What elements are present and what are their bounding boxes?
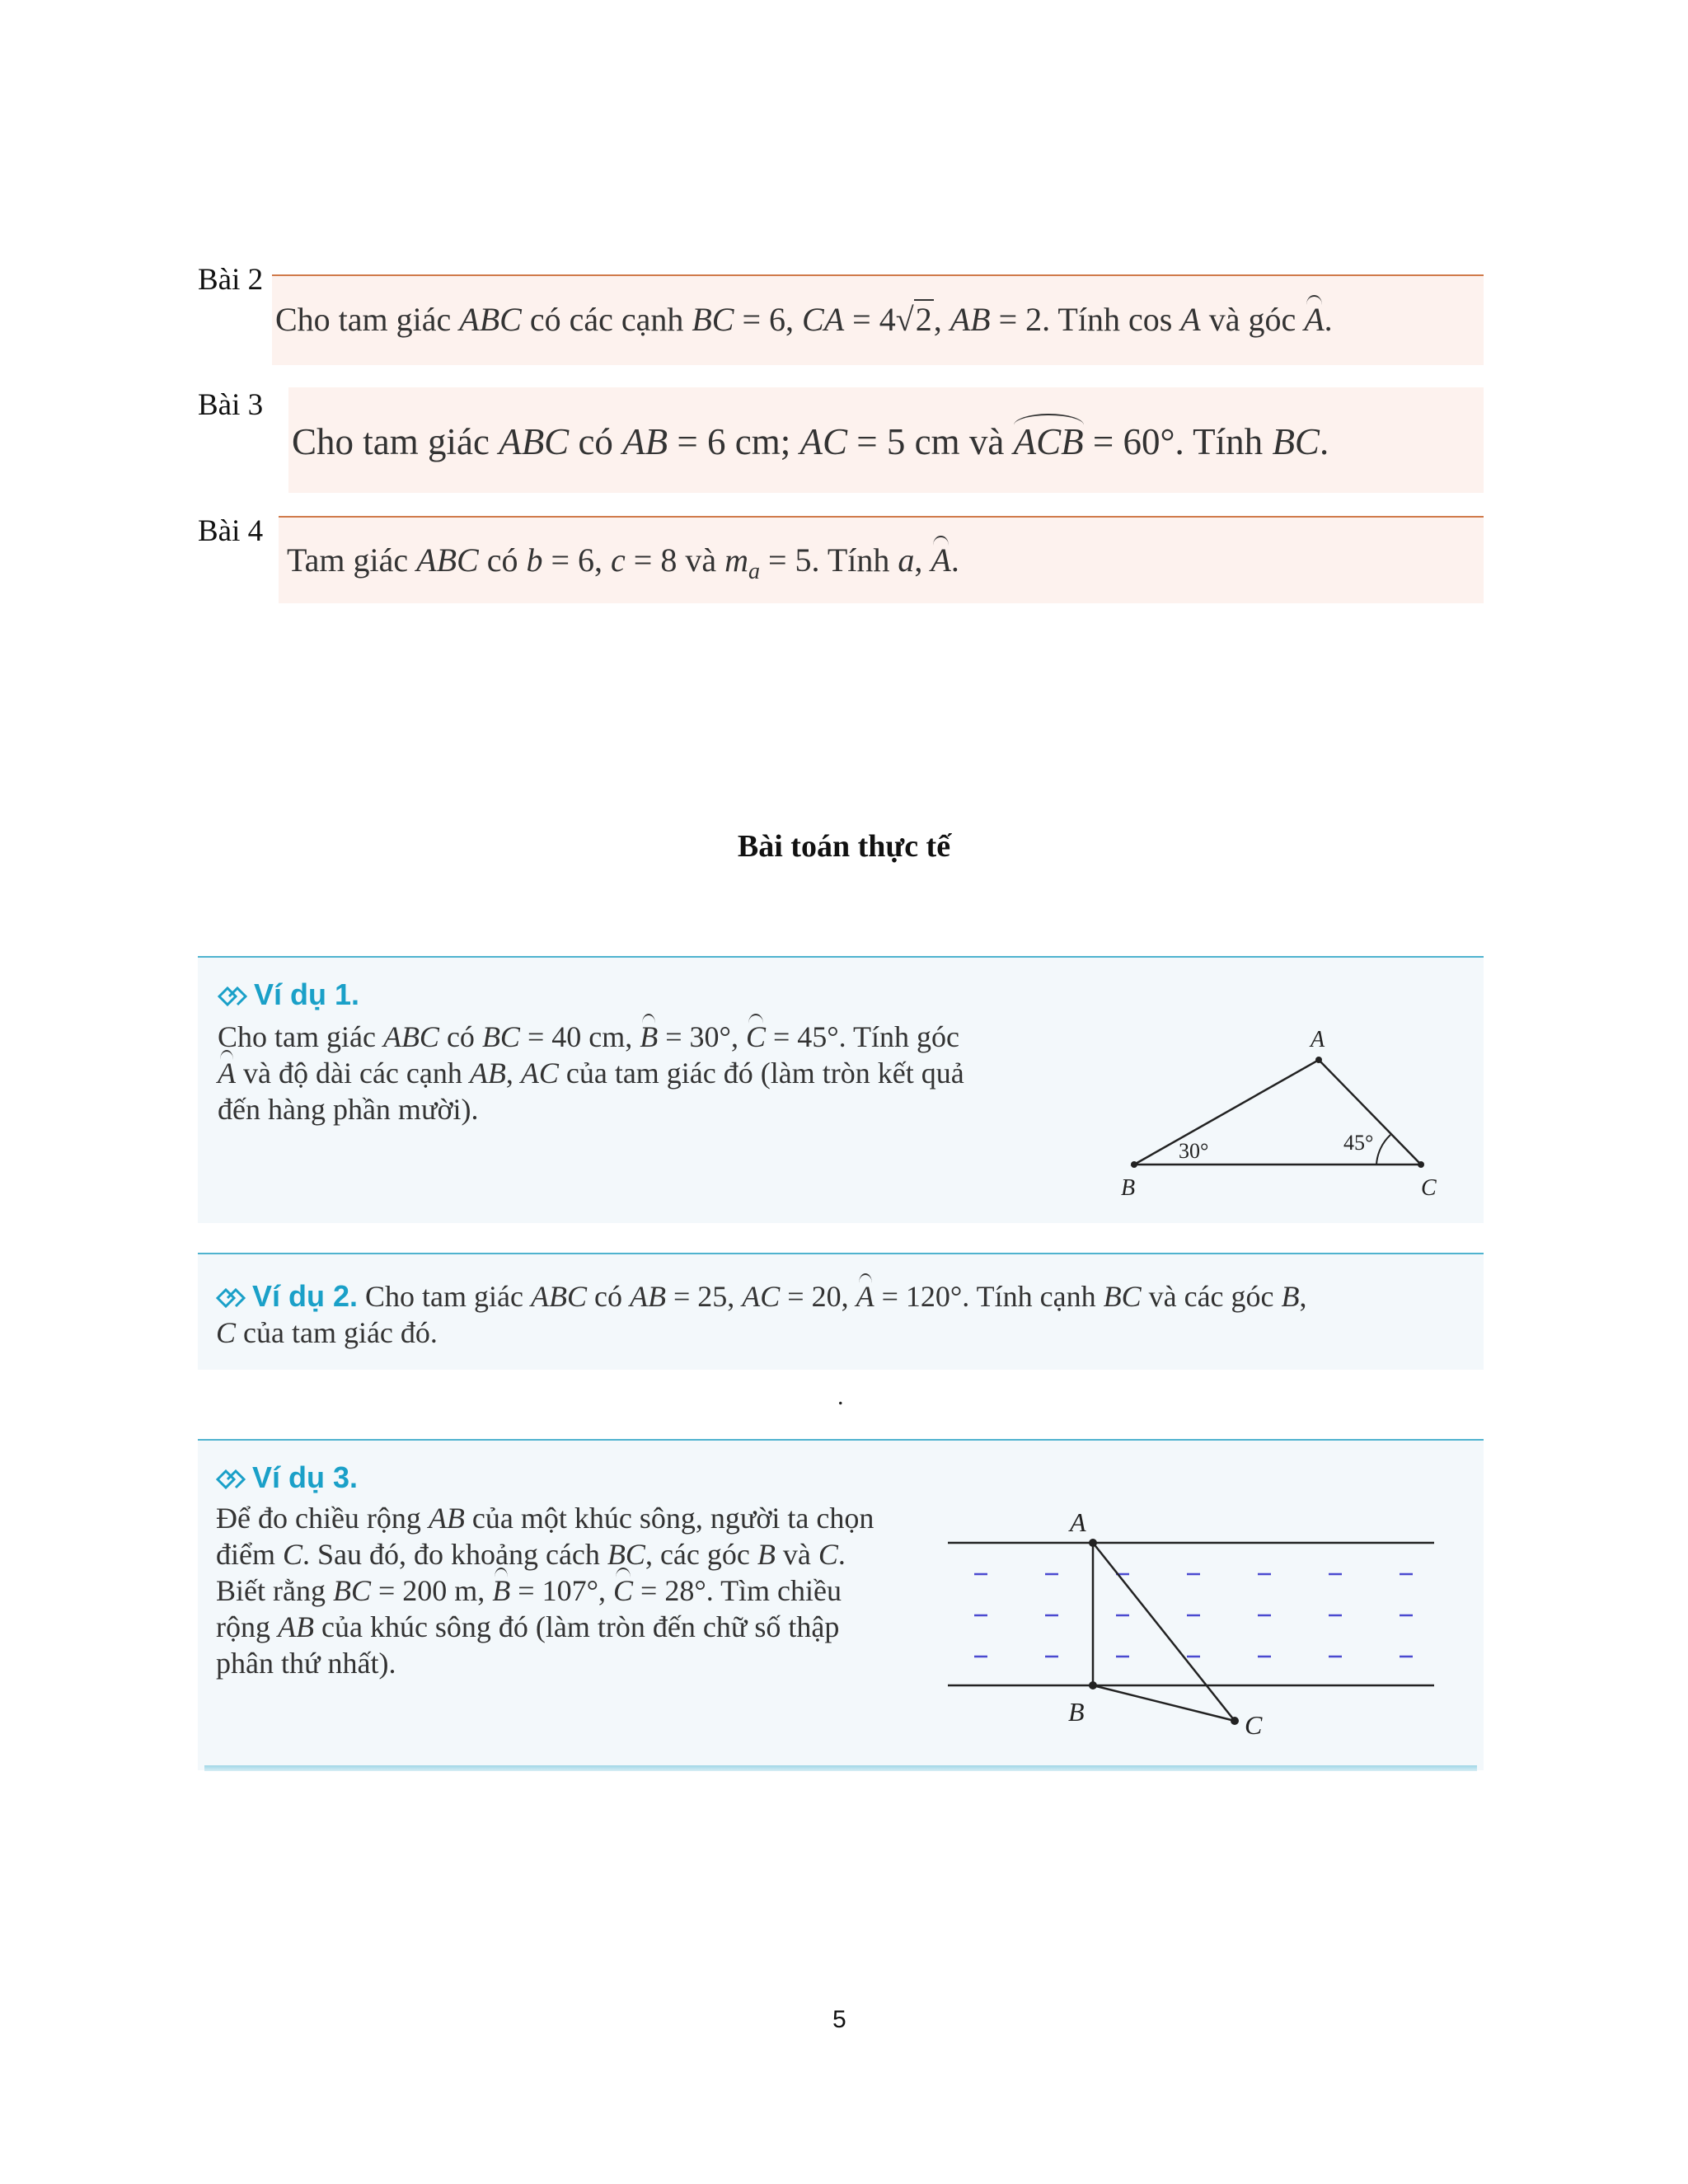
angle-c-arc: [1376, 1135, 1390, 1165]
problem-4-text: Tam giác ABC có b = 6, c = 8 và $m_a = 5$. Tính a, A.: [287, 541, 959, 584]
example-2-line-1: Ví dụ 2. Cho tam giác ABC có AB = 25, AC = 20, A = 120°. Tính cạnh BC và các góc B,: [216, 1278, 1307, 1315]
example-2-text: [216, 1278, 1307, 1351]
example-3-line-5: phân thứ nhất).: [216, 1647, 396, 1680]
point-c: [1231, 1717, 1239, 1725]
example-2-line-2: C của tam giác đó.: [216, 1316, 438, 1349]
double-diamond-icon: [216, 1286, 249, 1310]
river-water-dashes: [974, 1574, 1413, 1657]
example-3-line-3: Biết rằng BC = 200 m, B = 107°, C = 28°. Tìm chiều: [216, 1574, 842, 1607]
problem-2-label: Bài 2: [198, 263, 264, 297]
example-3-text: [216, 1500, 874, 1681]
double-diamond-icon: [216, 1468, 249, 1491]
example-1-text: [218, 1019, 964, 1127]
example-1-line-1: Cho tam giác ABC có BC = 40 cm, B = 30°, C = 45°. Tính góc: [218, 1020, 959, 1053]
label-c: C: [1245, 1710, 1263, 1740]
point-b: [1089, 1681, 1097, 1690]
separator-dot: .: [837, 1383, 844, 1410]
example-3-river-figure: [940, 1500, 1451, 1747]
label-a: A: [1311, 1027, 1325, 1052]
example-3-line-4: rộng AB của khúc sông đó (làm tròn đến chữ số thập: [216, 1610, 840, 1643]
example-1-triangle-figure: [1104, 1022, 1451, 1203]
example-1-line-2: A và độ dài các cạnh AB, AC của tam giác đó (làm tròn kết quả: [218, 1057, 964, 1090]
page-number: 5: [832, 2006, 846, 2033]
example-1-title: Ví dụ 1.: [218, 977, 359, 1012]
example-3-bottom-bar: [204, 1765, 1477, 1771]
example-3-line-1: Để đo chiều rộng AB của một khúc sông, người ta chọn: [216, 1502, 874, 1535]
problem-2-text: Cho tam giác ABC có các cạnh BC = 6, CA = 4√2, AB = 2. Tính cos A và góc A.: [275, 301, 1333, 338]
segment-ac: [1093, 1543, 1235, 1721]
example-3-line-2: điểm C. Sau đó, đo khoảng cách BC, các góc B và C.: [216, 1538, 846, 1571]
problem-3-label: Bài 3: [198, 388, 264, 422]
problem-3-text: Cho tam giác ABC có AB = 6 cm; AC = 5 cm và ACB = 60°. Tính BC.: [292, 421, 1329, 462]
angle-c-label: 45°: [1343, 1131, 1374, 1155]
label-c: C: [1421, 1175, 1437, 1201]
point-b: [1131, 1161, 1137, 1168]
double-diamond-icon: [218, 985, 251, 1008]
section-title: Bài toán thực tế: [737, 829, 951, 864]
triangle-abc: [1134, 1060, 1421, 1165]
label-b: B: [1121, 1175, 1136, 1201]
label-b: B: [1068, 1697, 1085, 1727]
label-a: A: [1070, 1507, 1086, 1537]
example-1-line-3: đến hàng phần mười).: [218, 1093, 479, 1126]
problem-4-label: Bài 4: [198, 514, 264, 548]
point-a: [1315, 1057, 1322, 1063]
point-a: [1089, 1539, 1097, 1547]
example-3-title: Ví dụ 3.: [216, 1460, 358, 1495]
point-c: [1418, 1161, 1424, 1168]
angle-b-label: 30°: [1179, 1139, 1209, 1163]
segment-bc: [1093, 1685, 1235, 1721]
